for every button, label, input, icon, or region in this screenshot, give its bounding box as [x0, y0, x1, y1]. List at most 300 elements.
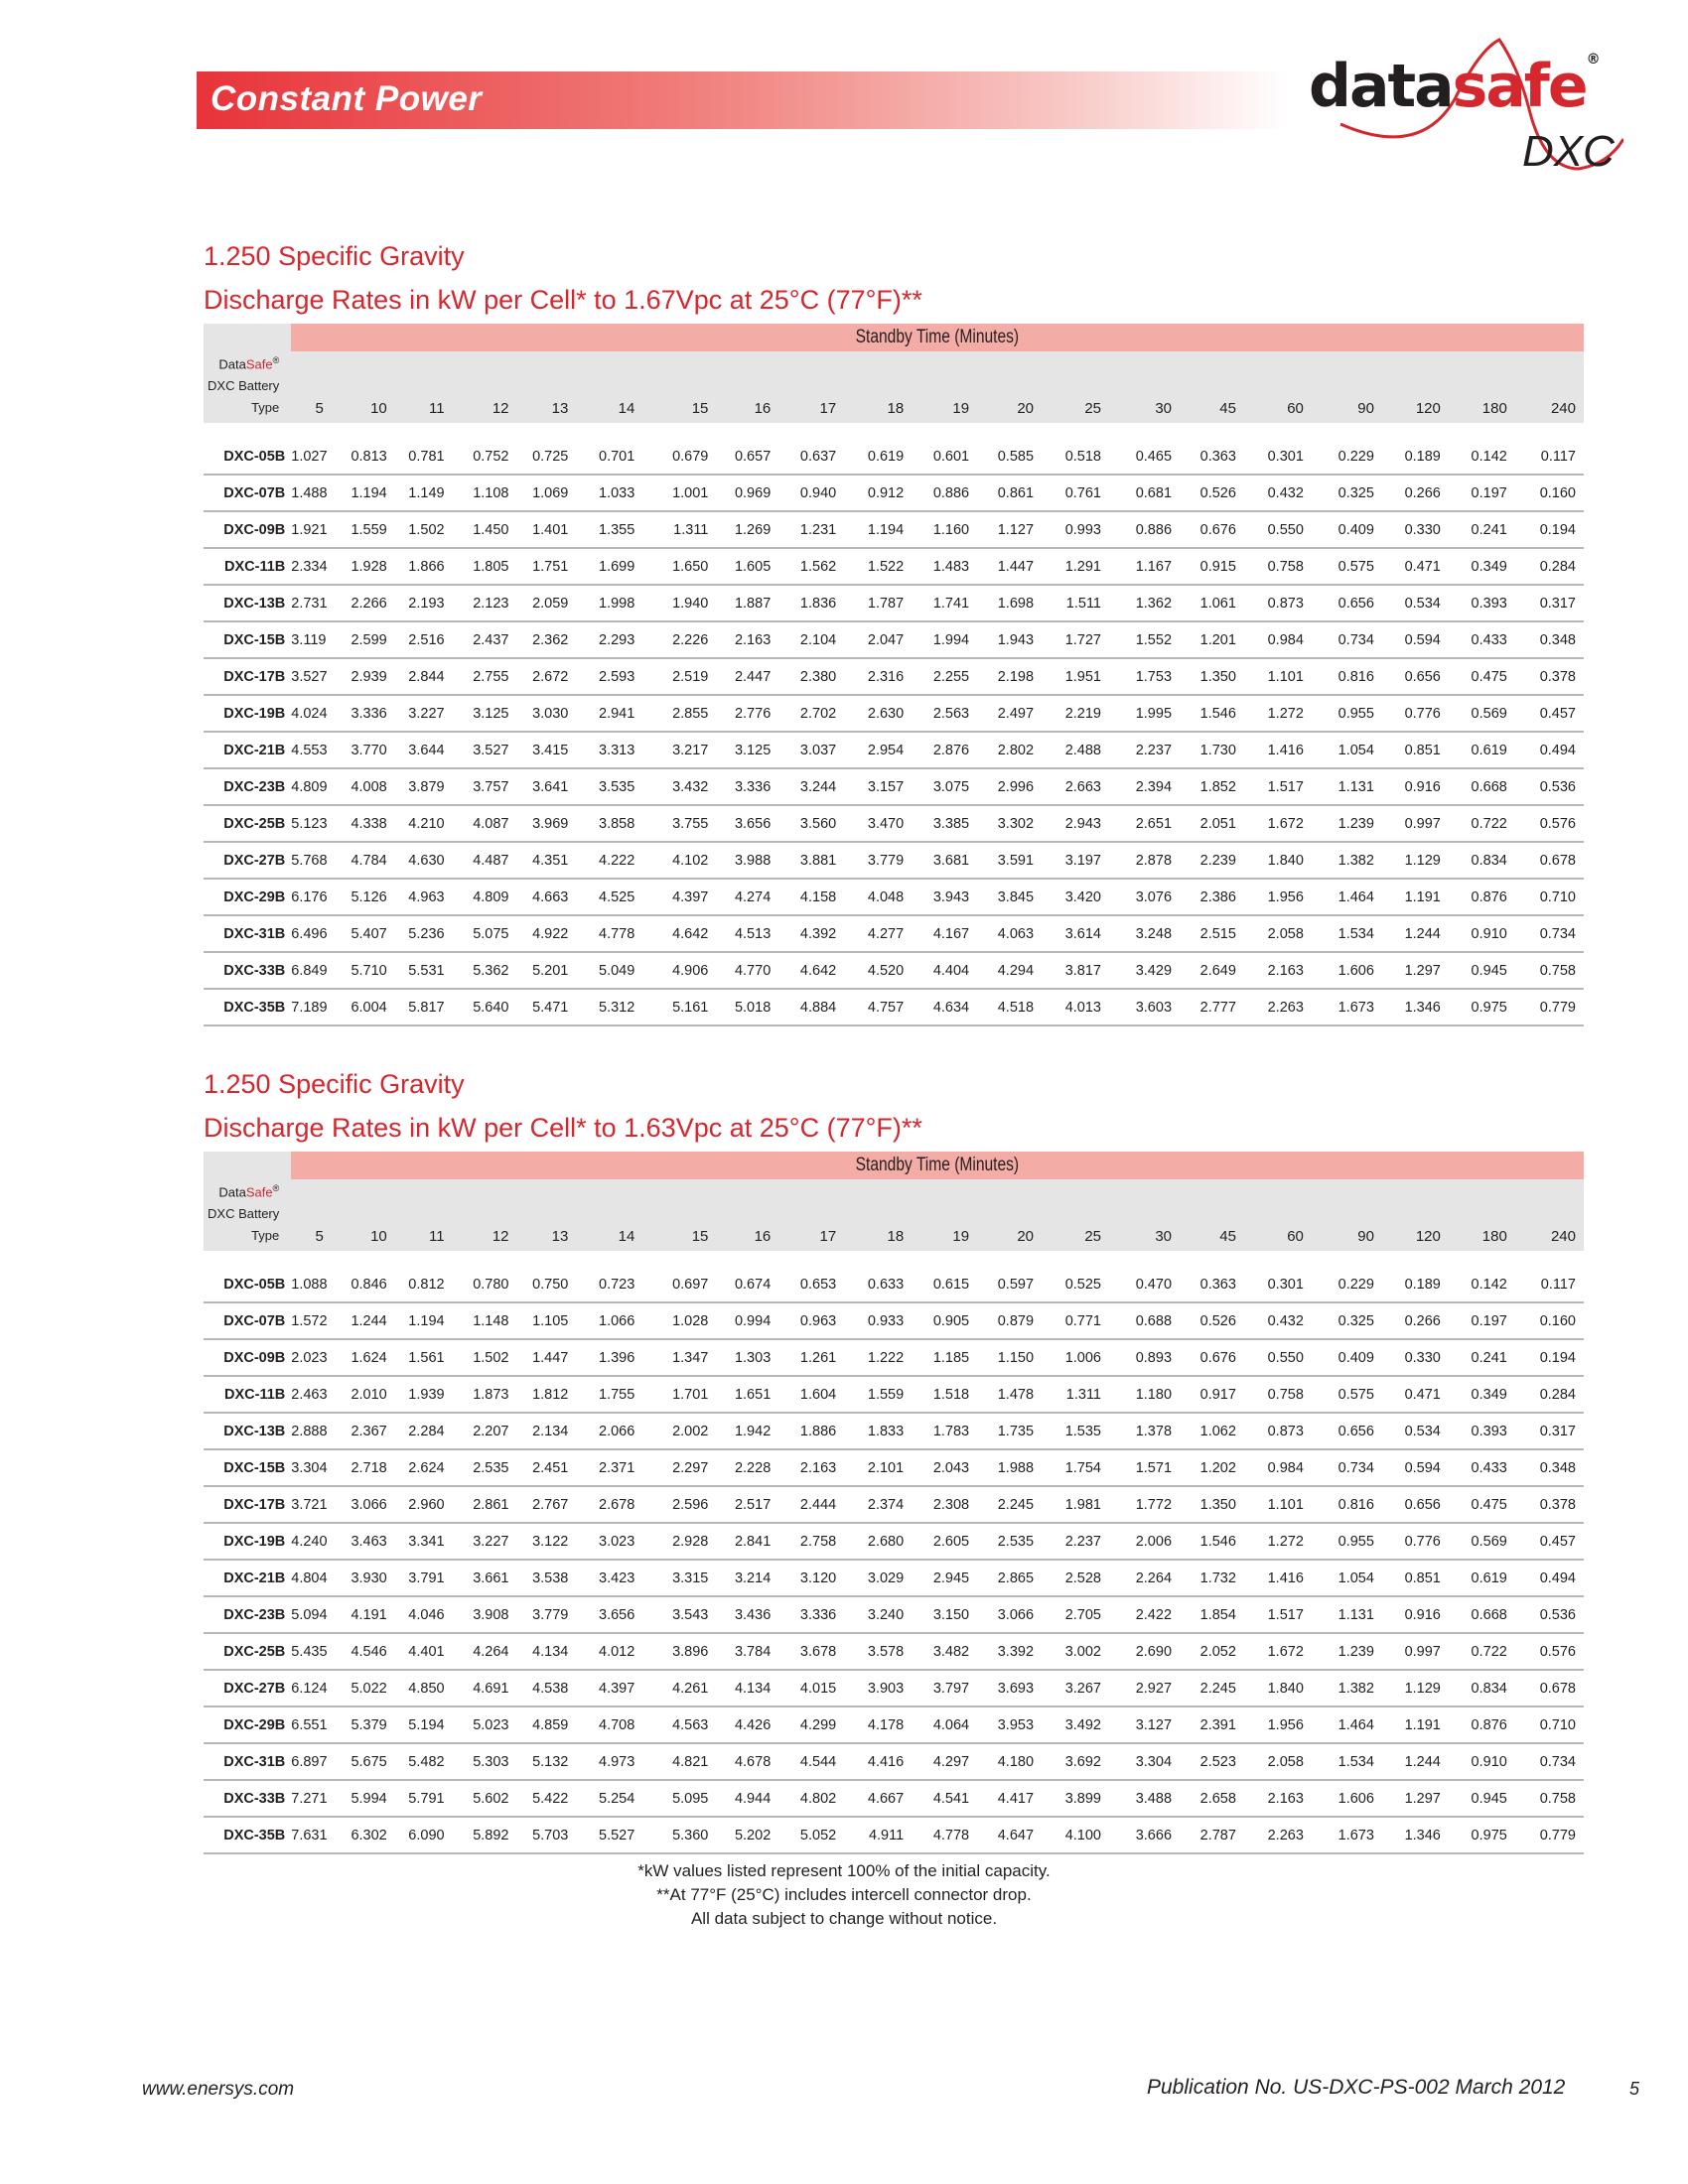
kw-value-cell: 2.245: [1180, 1670, 1244, 1706]
kw-value-cell: 0.945: [1449, 1780, 1515, 1817]
kw-value-cell: 1.350: [1180, 658, 1244, 695]
footnotes: [0, 1859, 1688, 1931]
kw-value-cell: 0.471: [1382, 548, 1449, 585]
kw-value-cell: 2.043: [912, 1449, 977, 1486]
minutes-column-header: 12: [453, 351, 517, 423]
battery-type-cell: DXC-11B: [204, 548, 291, 585]
kw-value-cell: 5.360: [642, 1817, 716, 1853]
kw-value-cell: 6.004: [332, 989, 395, 1025]
kw-value-cell: 4.525: [576, 879, 642, 915]
battery-type-cell: DXC-05B: [204, 1267, 291, 1302]
kw-value-cell: 4.338: [332, 805, 395, 842]
banner-title: Constant Power: [211, 79, 483, 118]
type-label-brand: DataSafe®: [218, 1182, 280, 1199]
kw-value-cell: 1.783: [912, 1413, 977, 1449]
kw-value-cell: 0.569: [1449, 695, 1515, 732]
kw-value-cell: 2.516: [395, 621, 453, 658]
kw-value-cell: 1.942: [716, 1413, 778, 1449]
kw-value-cell: 1.571: [1109, 1449, 1180, 1486]
kw-value-cell: 1.787: [844, 585, 912, 621]
kw-value-cell: 3.721: [291, 1486, 332, 1523]
kw-value-cell: 1.105: [517, 1302, 577, 1339]
kw-value-cell: 1.866: [395, 548, 453, 585]
kw-value-cell: 5.602: [453, 1780, 517, 1817]
kw-value-cell: 5.132: [517, 1743, 577, 1780]
kw-value-cell: 4.012: [576, 1633, 642, 1670]
kw-value-cell: 1.939: [395, 1376, 453, 1413]
kw-value-cell: 3.881: [778, 842, 844, 879]
table-row: [204, 952, 1584, 989]
kw-value-cell: 1.244: [332, 1302, 395, 1339]
table-row: [204, 805, 1584, 842]
kw-value-cell: 2.451: [517, 1449, 577, 1486]
kw-value-cell: 5.640: [453, 989, 517, 1025]
kw-value-cell: 5.422: [517, 1780, 577, 1817]
kw-value-cell: 0.993: [1042, 511, 1109, 548]
kw-value-cell: 3.030: [517, 695, 577, 732]
kw-value-cell: 3.157: [844, 768, 912, 805]
battery-type-cell: DXC-17B: [204, 658, 291, 695]
kw-value-cell: 1.347: [642, 1339, 716, 1376]
kw-value-cell: 2.198: [977, 658, 1042, 695]
kw-value-cell: 5.892: [453, 1817, 517, 1853]
table-row: [204, 842, 1584, 879]
kw-value-cell: 5.791: [395, 1780, 453, 1817]
table-row: [204, 1670, 1584, 1706]
kw-value-cell: 0.834: [1449, 842, 1515, 879]
battery-type-cell: DXC-29B: [204, 879, 291, 915]
battery-type-cell: DXC-33B: [204, 952, 291, 989]
kw-value-cell: 2.104: [778, 621, 844, 658]
kw-value-cell: 5.435: [291, 1633, 332, 1670]
kw-value-cell: 3.779: [844, 842, 912, 879]
kw-value-cell: 1.812: [517, 1376, 577, 1413]
kw-value-cell: 3.197: [1042, 842, 1109, 879]
kw-value-cell: 0.536: [1515, 1596, 1584, 1633]
kw-value-cell: 4.642: [778, 952, 844, 989]
kw-value-cell: 1.805: [453, 548, 517, 585]
kw-value-cell: 3.304: [1109, 1743, 1180, 1780]
kw-value-cell: 1.194: [395, 1302, 453, 1339]
kw-value-cell: 0.633: [844, 1267, 912, 1302]
kw-value-cell: 3.757: [453, 768, 517, 805]
kw-value-cell: 0.653: [778, 1267, 844, 1302]
minutes-column-header: 19: [912, 1179, 977, 1251]
kw-value-cell: 1.606: [1312, 1780, 1382, 1817]
kw-value-cell: 2.047: [844, 621, 912, 658]
kw-value-cell: 2.878: [1109, 842, 1180, 879]
kw-value-cell: 2.861: [453, 1486, 517, 1523]
kw-value-cell: 5.675: [332, 1743, 395, 1780]
kw-value-cell: 1.346: [1382, 989, 1449, 1025]
kw-value-cell: 4.757: [844, 989, 912, 1025]
kw-value-cell: 1.129: [1382, 1670, 1449, 1706]
kw-value-cell: 4.264: [453, 1633, 517, 1670]
kw-value-cell: 2.002: [642, 1413, 716, 1449]
kw-value-cell: 1.699: [576, 548, 642, 585]
kw-value-cell: 0.940: [778, 475, 844, 511]
minutes-column-header: 18: [844, 1179, 912, 1251]
type-label-line2: DXC Battery: [208, 378, 280, 393]
kw-value-cell: 2.293: [576, 621, 642, 658]
kw-value-cell: 3.678: [778, 1633, 844, 1670]
kw-value-cell: 3.125: [453, 695, 517, 732]
kw-value-cell: 2.263: [1244, 989, 1312, 1025]
kw-value-cell: 5.994: [332, 1780, 395, 1817]
kw-value-cell: 3.336: [778, 1596, 844, 1633]
kw-value-cell: 0.409: [1312, 511, 1382, 548]
kw-value-cell: 1.562: [778, 548, 844, 585]
kw-value-cell: 5.254: [576, 1780, 642, 1817]
kw-value-cell: 0.433: [1449, 1449, 1515, 1486]
kw-value-cell: 1.754: [1042, 1449, 1109, 1486]
kw-value-cell: 1.464: [1312, 879, 1382, 915]
kw-value-cell: 1.886: [778, 1413, 844, 1449]
kw-value-cell: 2.523: [1180, 1743, 1244, 1780]
kw-value-cell: 3.248: [1109, 915, 1180, 952]
kw-value-cell: 6.496: [291, 915, 332, 952]
minutes-column-header: 5: [291, 351, 332, 423]
kw-value-cell: 3.535: [576, 768, 642, 805]
kw-value-cell: 1.001: [642, 475, 716, 511]
kw-value-cell: 0.363: [1180, 1267, 1244, 1302]
kw-value-cell: 0.734: [1515, 915, 1584, 952]
kw-value-cell: 3.122: [517, 1523, 577, 1560]
kw-value-cell: 0.725: [517, 439, 577, 475]
kw-value-cell: 0.780: [453, 1267, 517, 1302]
table-row: [204, 989, 1584, 1025]
kw-value-cell: 4.944: [716, 1780, 778, 1817]
kw-value-cell: 3.315: [642, 1560, 716, 1596]
minutes-column-header: 18: [844, 351, 912, 423]
kw-value-cell: 2.219: [1042, 695, 1109, 732]
kw-value-cell: 2.593: [576, 658, 642, 695]
kw-value-cell: 3.217: [642, 732, 716, 768]
kw-value-cell: 4.167: [912, 915, 977, 952]
minutes-column-header: 12: [453, 1179, 517, 1251]
kw-value-cell: 4.015: [778, 1670, 844, 1706]
kw-value-cell: 2.731: [291, 585, 332, 621]
kw-value-cell: 0.846: [332, 1267, 395, 1302]
kw-value-cell: 0.758: [1244, 548, 1312, 585]
kw-value-cell: 1.231: [778, 511, 844, 548]
minutes-column-header: 16: [716, 351, 778, 423]
kw-value-cell: 1.131: [1312, 768, 1382, 805]
kw-value-cell: 0.984: [1244, 1449, 1312, 1486]
kw-value-cell: 3.779: [517, 1596, 577, 1633]
logo-word-data: data: [1309, 52, 1453, 121]
kw-value-cell: 3.150: [912, 1596, 977, 1633]
battery-type-cell: DXC-13B: [204, 1413, 291, 1449]
kw-value-cell: 0.393: [1449, 1413, 1515, 1449]
battery-type-cell: DXC-33B: [204, 1780, 291, 1817]
kw-value-cell: 3.641: [517, 768, 577, 805]
kw-value-cell: 0.594: [1382, 1449, 1449, 1486]
kw-value-cell: 1.191: [1382, 879, 1449, 915]
kw-value-cell: 0.910: [1449, 915, 1515, 952]
kw-value-cell: 0.688: [1109, 1302, 1180, 1339]
kw-value-cell: 0.975: [1449, 989, 1515, 1025]
kw-value-cell: 1.928: [332, 548, 395, 585]
kw-value-cell: 1.150: [977, 1339, 1042, 1376]
standby-time-label: Standby Time (Minutes): [407, 327, 1467, 348]
kw-value-cell: 0.197: [1449, 475, 1515, 511]
kw-value-cell: 2.535: [977, 1523, 1042, 1560]
logo-sub-dxc: DXC: [1522, 127, 1615, 176]
kw-value-cell: 2.528: [1042, 1560, 1109, 1596]
kw-value-cell: 0.656: [1382, 1486, 1449, 1523]
kw-value-cell: 1.730: [1180, 732, 1244, 768]
kw-value-cell: 5.018: [716, 989, 778, 1025]
kw-value-cell: 2.960: [395, 1486, 453, 1523]
table-2-title-line2: Discharge Rates in kW per Cell* to 1.63Vpc at 25°C (77°F)**: [204, 1113, 922, 1143]
type-column-header: [204, 1152, 291, 1251]
kw-value-cell: 0.475: [1449, 1486, 1515, 1523]
kw-value-cell: 0.676: [1180, 1339, 1244, 1376]
kw-value-cell: 5.123: [291, 805, 332, 842]
kw-value-cell: 0.142: [1449, 1267, 1515, 1302]
table-row: [204, 1780, 1584, 1817]
kw-value-cell: 3.903: [844, 1670, 912, 1706]
kw-value-cell: 1.061: [1180, 585, 1244, 621]
kw-value-cell: 0.534: [1382, 1413, 1449, 1449]
kw-value-cell: 5.236: [395, 915, 453, 952]
kw-value-cell: 1.066: [576, 1302, 642, 1339]
kw-value-cell: 2.624: [395, 1449, 453, 1486]
kw-value-cell: 4.906: [642, 952, 716, 989]
kw-value-cell: 4.048: [844, 879, 912, 915]
kw-value-cell: 0.771: [1042, 1302, 1109, 1339]
table-row: [204, 1302, 1584, 1339]
kw-value-cell: 2.228: [716, 1449, 778, 1486]
kw-value-cell: 1.291: [1042, 548, 1109, 585]
kw-value-cell: 2.497: [977, 695, 1042, 732]
kw-value-cell: 2.237: [1109, 732, 1180, 768]
kw-value-cell: 1.951: [1042, 658, 1109, 695]
kw-value-cell: 0.597: [977, 1267, 1042, 1302]
discharge-table-1-67vpc: [204, 324, 1584, 1026]
minutes-column-header: 60: [1244, 351, 1312, 423]
kw-value-cell: 1.464: [1312, 1706, 1382, 1743]
kw-value-cell: 4.859: [517, 1706, 577, 1743]
kw-value-cell: 0.776: [1382, 695, 1449, 732]
kw-value-cell: 3.943: [912, 879, 977, 915]
battery-type-cell: DXC-23B: [204, 1596, 291, 1633]
table-row: [204, 658, 1584, 695]
kw-value-cell: 3.066: [332, 1486, 395, 1523]
kw-value-cell: 2.943: [1042, 805, 1109, 842]
logo-registered: ®: [1586, 52, 1601, 68]
kw-value-cell: 3.527: [453, 732, 517, 768]
kw-value-cell: 0.194: [1515, 511, 1584, 548]
kw-value-cell: 4.770: [716, 952, 778, 989]
kw-value-cell: 1.732: [1180, 1560, 1244, 1596]
kw-value-cell: 0.997: [1382, 805, 1449, 842]
kw-value-cell: 1.852: [1180, 768, 1244, 805]
kw-value-cell: 4.778: [576, 915, 642, 952]
kw-value-cell: 4.401: [395, 1633, 453, 1670]
minutes-column-header: 11: [395, 1179, 453, 1251]
table-row: [204, 1743, 1584, 1780]
battery-type-cell: DXC-21B: [204, 1560, 291, 1596]
kw-value-cell: 4.222: [576, 842, 642, 879]
kw-value-cell: 1.673: [1312, 1817, 1382, 1853]
kw-value-cell: 1.956: [1244, 879, 1312, 915]
kw-value-cell: 5.482: [395, 1743, 453, 1780]
battery-type-cell: DXC-35B: [204, 1817, 291, 1853]
minutes-column-header: 14: [576, 351, 642, 423]
minutes-column-header: 30: [1109, 351, 1180, 423]
kw-value-cell: 1.272: [1244, 1523, 1312, 1560]
kw-value-cell: 0.594: [1382, 621, 1449, 658]
kw-value-cell: 2.163: [1244, 952, 1312, 989]
kw-value-cell: 1.194: [844, 511, 912, 548]
footer-website: www.enersys.com: [142, 2079, 295, 2100]
kw-value-cell: 5.022: [332, 1670, 395, 1706]
kw-value-cell: 4.821: [642, 1743, 716, 1780]
kw-value-cell: 4.299: [778, 1706, 844, 1743]
table-2-title-line1: 1.250 Specific Gravity: [204, 1069, 465, 1099]
kw-value-cell: 4.297: [912, 1743, 977, 1780]
kw-value-cell: 2.334: [291, 548, 332, 585]
kw-value-cell: 1.185: [912, 1339, 977, 1376]
kw-value-cell: 1.546: [1180, 1523, 1244, 1560]
kw-value-cell: 1.483: [912, 548, 977, 585]
kw-value-cell: 5.471: [517, 989, 577, 1025]
kw-value-cell: 1.534: [1312, 1743, 1382, 1780]
kw-value-cell: 2.367: [332, 1413, 395, 1449]
kw-value-cell: 0.457: [1515, 1523, 1584, 1560]
table-1-heading: [204, 234, 1584, 322]
kw-value-cell: 1.559: [332, 511, 395, 548]
kw-value-cell: 0.432: [1244, 1302, 1312, 1339]
kw-value-cell: 2.263: [1244, 1817, 1312, 1853]
kw-value-cell: 2.394: [1109, 768, 1180, 805]
kw-value-cell: 2.787: [1180, 1817, 1244, 1853]
kw-value-cell: 0.761: [1042, 475, 1109, 511]
kw-value-cell: 0.550: [1244, 511, 1312, 548]
kw-value-cell: 0.465: [1109, 439, 1180, 475]
kw-value-cell: 3.614: [1042, 915, 1109, 952]
footnote-2: **At 77°F (25°C) includes intercell connector drop.: [656, 1885, 1032, 1904]
kw-value-cell: 3.644: [395, 732, 453, 768]
kw-value-cell: 1.101: [1244, 658, 1312, 695]
battery-type-cell: DXC-35B: [204, 989, 291, 1025]
kw-value-cell: 0.674: [716, 1267, 778, 1302]
table-row: [204, 1560, 1584, 1596]
kw-value-cell: 1.261: [778, 1339, 844, 1376]
kw-value-cell: 1.180: [1109, 1376, 1180, 1413]
kw-value-cell: 2.193: [395, 585, 453, 621]
kw-value-cell: 2.939: [332, 658, 395, 695]
kw-value-cell: 6.849: [291, 952, 332, 989]
kw-value-cell: 0.734: [1312, 621, 1382, 658]
kw-value-cell: 0.915: [1180, 548, 1244, 585]
table-row: [204, 1486, 1584, 1523]
kw-value-cell: 5.194: [395, 1706, 453, 1743]
kw-value-cell: 1.604: [778, 1376, 844, 1413]
kw-value-cell: 2.447: [716, 658, 778, 695]
kw-value-cell: 0.656: [1312, 1413, 1382, 1449]
kw-value-cell: 2.437: [453, 621, 517, 658]
kw-value-cell: 0.912: [844, 475, 912, 511]
kw-value-cell: 3.603: [1109, 989, 1180, 1025]
kw-value-cell: 1.350: [1180, 1486, 1244, 1523]
kw-value-cell: 1.561: [395, 1339, 453, 1376]
kw-value-cell: 0.816: [1312, 658, 1382, 695]
kw-value-cell: 2.444: [778, 1486, 844, 1523]
kw-value-cell: 0.194: [1515, 1339, 1584, 1376]
kw-value-cell: 0.710: [1515, 1706, 1584, 1743]
kw-value-cell: 1.362: [1109, 585, 1180, 621]
kw-value-cell: 4.520: [844, 952, 912, 989]
kw-value-cell: 2.605: [912, 1523, 977, 1560]
table-row: [204, 1706, 1584, 1743]
kw-value-cell: 4.911: [844, 1817, 912, 1853]
kw-value-cell: 3.066: [977, 1596, 1042, 1633]
minutes-column-header: 17: [778, 1179, 844, 1251]
kw-value-cell: 3.543: [642, 1596, 716, 1633]
kw-value-cell: 0.678: [1515, 842, 1584, 879]
kw-value-cell: 2.237: [1042, 1523, 1109, 1560]
kw-value-cell: 4.100: [1042, 1817, 1109, 1853]
discharge-table-1-63vpc: [204, 1152, 1584, 1854]
kw-value-cell: 4.191: [332, 1596, 395, 1633]
kw-value-cell: 2.563: [912, 695, 977, 732]
kw-value-cell: 2.678: [576, 1486, 642, 1523]
kw-value-cell: 0.750: [517, 1267, 577, 1302]
kw-value-cell: 0.615: [912, 1267, 977, 1302]
kw-value-cell: 0.876: [1449, 879, 1515, 915]
kw-value-cell: 0.325: [1312, 1302, 1382, 1339]
kw-value-cell: 4.210: [395, 805, 453, 842]
kw-value-cell: 3.791: [395, 1560, 453, 1596]
kw-value-cell: 1.651: [716, 1376, 778, 1413]
table-row: [204, 1339, 1584, 1376]
kw-value-cell: 3.969: [517, 805, 577, 842]
table-2-heading: [204, 1062, 1584, 1150]
kw-value-cell: 2.865: [977, 1560, 1042, 1596]
kw-value-cell: 4.046: [395, 1596, 453, 1633]
kw-value-cell: 1.127: [977, 511, 1042, 548]
kw-value-cell: 2.658: [1180, 1780, 1244, 1817]
kw-value-cell: 2.163: [716, 621, 778, 658]
kw-value-cell: 3.336: [332, 695, 395, 732]
kw-value-cell: 0.955: [1312, 1523, 1382, 1560]
kw-value-cell: 3.436: [716, 1596, 778, 1633]
kw-value-cell: 1.701: [642, 1376, 716, 1413]
kw-value-cell: 3.227: [395, 695, 453, 732]
kw-value-cell: 0.325: [1312, 475, 1382, 511]
kw-value-cell: 3.560: [778, 805, 844, 842]
table-row: [204, 548, 1584, 585]
kw-value-cell: 0.619: [1449, 1560, 1515, 1596]
battery-type-cell: DXC-15B: [204, 1449, 291, 1486]
kw-value-cell: 3.591: [977, 842, 1042, 879]
kw-value-cell: 0.681: [1109, 475, 1180, 511]
kw-value-cell: 4.809: [453, 879, 517, 915]
kw-value-cell: 1.755: [576, 1376, 642, 1413]
kw-value-cell: 6.551: [291, 1706, 332, 1743]
table-row: [204, 585, 1584, 621]
kw-value-cell: 1.994: [912, 621, 977, 658]
kw-value-cell: 1.522: [844, 548, 912, 585]
minutes-column-header: 120: [1382, 351, 1449, 423]
kw-value-cell: 2.996: [977, 768, 1042, 805]
kw-value-cell: 0.457: [1515, 695, 1584, 732]
kw-value-cell: 3.578: [844, 1633, 912, 1670]
kw-value-cell: 1.517: [1244, 768, 1312, 805]
